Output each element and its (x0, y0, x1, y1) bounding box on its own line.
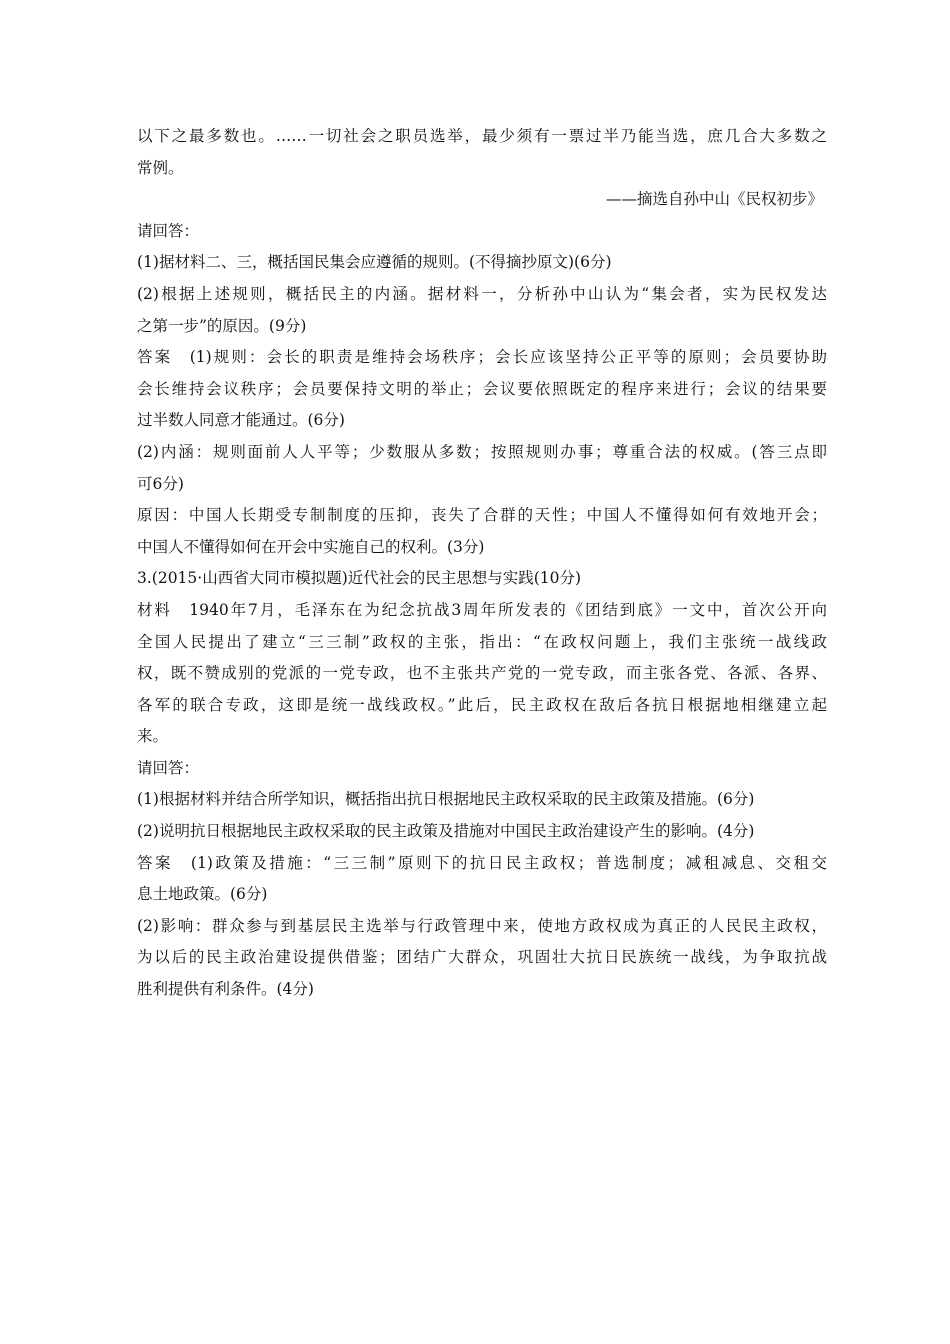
text-line: ——摘选自孙中山《民权初步》 (605, 190, 823, 209)
text-line: 过半数人同意才能通过。(6分) (137, 411, 345, 430)
text-line: 3.(2015·山西省大同市模拟题)近代社会的民主思想与实践(10分) (137, 569, 582, 588)
text-line: 答案 (1)政策及措施：“三三制”原则下的抗日民主政权；普选制度；减租减息、交租交 (137, 853, 827, 872)
text-line: 胜利提供有利条件。(4分) (137, 980, 314, 999)
text-line: 材料 1940年7月，毛泽东在为纪念抗战3周年所发表的《团结到底》一文中，首次公开向 (137, 600, 827, 619)
text-line: 全国人民提出了建立“三三制”政权的主张，指出：“在政权问题上，我们主张统一战线政 (137, 632, 827, 651)
text-line: (1)据材料二、三，概括国民集会应遵循的规则。(不得摘抄原文)(6分) (137, 253, 612, 272)
text-line: (2)影响：群众参与到基层民主选举与行政管理中来，使地方政权成为真正的人民民主政权， (137, 916, 827, 935)
text-line: 常例。 (137, 158, 184, 177)
text-line: (2)说明抗日根据地民主政权采取的民主政策及措施对中国民主政治建设产生的影响。(4分) (137, 822, 755, 841)
text-line: 为以后的民主政治建设提供借鉴；团结广大群众，巩固壮大抗日民族统一战线，为争取抗战 (137, 948, 827, 967)
text-line: 请回答： (137, 221, 200, 240)
document-page (137, 121, 827, 1006)
text-line: (2)根据上述规则，概括民主的内涵。据材料一，分析孙中山认为“集会者，实为民权发达 (137, 284, 827, 303)
text-line: 原因：中国人长期受专制制度的压抑，丧失了合群的天性；中国人不懂得如何有效地开会； (137, 506, 827, 525)
text-line: (1)根据材料并结合所学知识，概括指出抗日根据地民主政权采取的民主政策及措施。(6分) (137, 790, 755, 809)
text-line: 可6分) (137, 474, 184, 493)
text-line: 息土地政策。(6分) (137, 885, 268, 904)
text-line: 各军的联合专政，这即是统一战线政权。”此后，民主政权在敌后各抗日根据地相继建立起 (137, 695, 827, 714)
text-line: 会长维持会议秩序；会员要保持文明的举止；会议要依照既定的程序来进行；会议的结果要 (137, 379, 827, 398)
text-line: 来。 (137, 727, 169, 746)
text-line: 以下之最多数也。……一切社会之职员选举，最少须有一票过半乃能当选，庶几合大多数之 (137, 127, 827, 145)
text-line: 答案 (1)规则：会长的职责是维持会场秩序；会长应该坚持公正平等的原则；会员要协助 (137, 348, 827, 367)
text-line: 请回答： (137, 758, 200, 777)
text-line: 之第一步”的原因。(9分) (137, 316, 307, 335)
text-line: 权，既不赞成别的党派的一党专政，也不主张共产党的一党专政，而主张各党、各派、各界、 (137, 664, 827, 683)
text-line: (2)内涵：规则面前人人平等；少数服从多数；按照规则办事；尊重合法的权威。(答三点即 (137, 442, 827, 461)
text-line: 中国人不懂得如何在开会中实施自己的权利。(3分) (137, 537, 485, 556)
